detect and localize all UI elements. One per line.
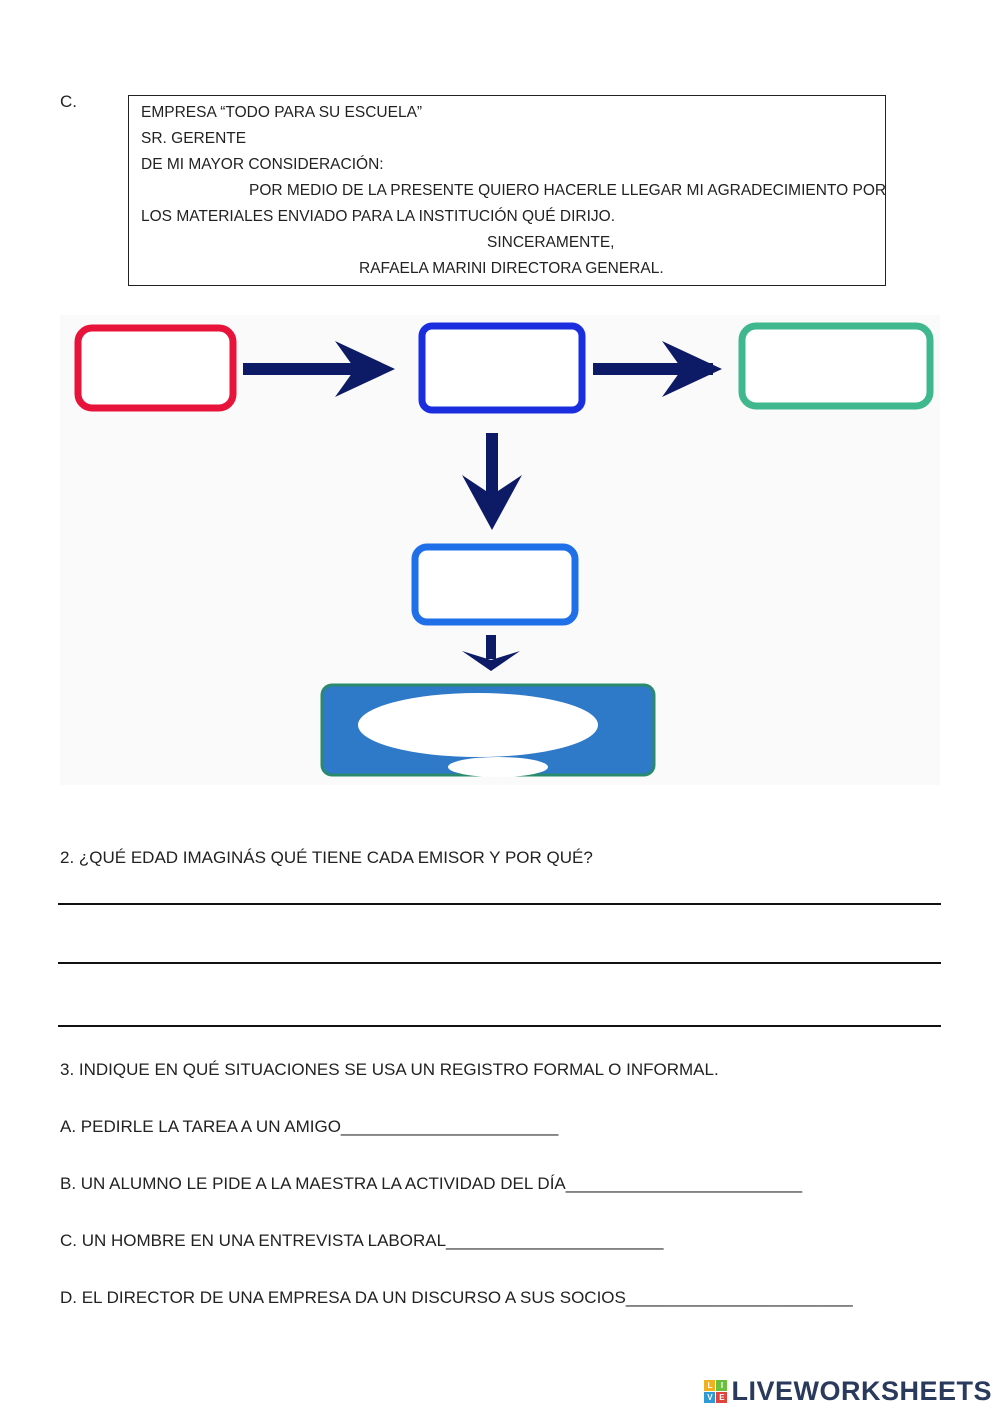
diagram-box-5-blank-tail <box>448 757 548 777</box>
answer-line-2[interactable] <box>58 962 941 964</box>
diagram-box-1[interactable] <box>78 328 233 408</box>
letter-line-signature: RAFAELA MARINI DIRECTORA GENERAL. <box>359 260 664 277</box>
letter-line-greeting: DE MI MAYOR CONSIDERACIÓN: <box>141 156 384 173</box>
logo-text: LIVEWORKSHEETS <box>731 1376 992 1406</box>
question-3-item-a[interactable]: A. PEDIRLE LA TAREA A UN AMIGO_______________________ <box>60 1117 559 1136</box>
question-3-item-d[interactable]: D. EL DIRECTOR DE UNA EMPRESA DA UN DISCURSO A SUS SOCIOS________________________ <box>60 1288 853 1307</box>
section-label: C. <box>60 92 77 111</box>
logo-badge-icon: L I V E <box>704 1380 727 1403</box>
question-3-item-c[interactable]: C. UN HOMBRE EN UNA ENTREVISTA LABORAL_______________________ <box>60 1231 664 1250</box>
answer-line-3[interactable] <box>58 1025 941 1027</box>
letter-line-body-1: POR MEDIO DE LA PRESENTE QUIERO HACERLE LLEGAR MI AGRADECIMIENTO POR <box>249 182 887 199</box>
letter-line-body-2: LOS MATERIALES ENVIADO PARA LA INSTITUCIÓN QUÉ DIRIJO. <box>141 208 615 225</box>
answer-line-1[interactable] <box>58 903 941 905</box>
diagram-box-4[interactable] <box>415 547 575 622</box>
diagram-box-5-blank <box>358 693 598 757</box>
question-2: 2. ¿QUÉ EDAD IMAGINÁS QUÉ TIENE CADA EMISOR Y POR QUÉ? <box>60 848 593 867</box>
liveworksheets-logo <box>704 1376 992 1407</box>
question-3-item-b[interactable]: B. UN ALUMNO LE PIDE A LA MAESTRA LA ACTIVIDAD DEL DÍA_________________________ <box>60 1174 803 1193</box>
letter-box <box>128 95 886 286</box>
diagram-box-3[interactable] <box>742 326 930 406</box>
letter-line-title: SR. GERENTE <box>141 130 247 147</box>
communication-diagram <box>60 315 940 785</box>
diagram-box-2[interactable] <box>422 326 582 410</box>
letter-line-closing: SINCERAMENTE, <box>487 234 615 251</box>
question-3: 3. INDIQUE EN QUÉ SITUACIONES SE USA UN REGISTRO FORMAL O INFORMAL. <box>60 1060 719 1079</box>
letter-line-recipient: EMPRESA “TODO PARA SU ESCUELA” <box>141 104 423 121</box>
